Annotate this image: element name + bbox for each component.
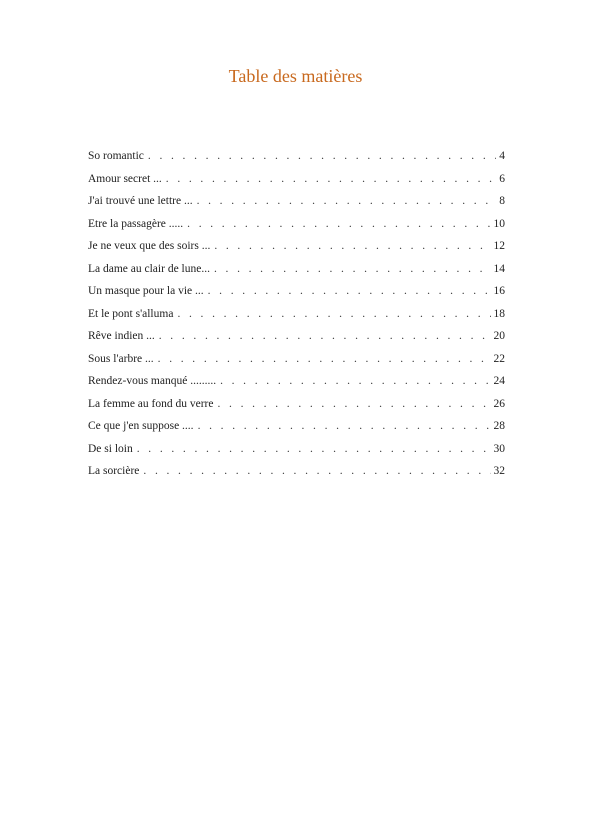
- toc-dot-leader: [137, 441, 491, 458]
- toc-dot-leader: [208, 283, 491, 300]
- toc-page-number: 12: [493, 240, 505, 252]
- toc-list: [88, 148, 505, 486]
- toc-entry: [88, 216, 505, 239]
- toc-entry: [88, 306, 505, 329]
- toc-entry: [88, 351, 505, 374]
- toc-entry-label: Etre la passagère .....: [88, 217, 184, 230]
- toc-entry: [88, 171, 505, 194]
- toc-page-number: 30: [493, 442, 505, 455]
- toc-dot-leader: [198, 418, 491, 435]
- toc-page-number: 16: [493, 285, 505, 297]
- toc-entry-label: Je ne veux que des soirs ...: [88, 240, 211, 252]
- toc-entry: [88, 463, 505, 486]
- toc-page-number: 6: [499, 172, 505, 185]
- toc-page-number: 22: [493, 352, 505, 365]
- toc-dot-leader: [214, 261, 491, 278]
- toc-dot-leader: [187, 216, 490, 233]
- toc-entry-label: Rêve indien ...: [88, 330, 155, 342]
- toc-entry-label: Un masque pour la vie ...: [88, 285, 204, 297]
- toc-entry: [88, 238, 505, 261]
- toc-entry-label: Et le pont s'alluma: [88, 307, 174, 320]
- toc-entry: [88, 328, 505, 351]
- toc-page-number: 8: [499, 195, 505, 207]
- toc-dot-leader: [214, 238, 490, 255]
- toc-entry-label: So romantic: [88, 150, 144, 162]
- toc-entry-label: De si loin: [88, 442, 133, 455]
- toc-page-number: 26: [493, 397, 505, 410]
- toc-entry: [88, 373, 505, 396]
- toc-entry-label: Amour secret ...: [88, 172, 162, 185]
- toc-page-number: 10: [493, 217, 505, 230]
- toc-entry: [88, 441, 505, 464]
- toc-page-number: 4: [499, 150, 505, 162]
- toc-entry: [88, 261, 505, 284]
- toc-dot-leader: [143, 463, 490, 480]
- toc-page-number: 14: [493, 262, 505, 275]
- toc-entry: [88, 193, 505, 216]
- toc-dot-leader: [158, 351, 491, 368]
- toc-page-number: 18: [493, 307, 505, 320]
- toc-page-number: 24: [493, 375, 505, 387]
- toc-entry-label: Sous l'arbre ...: [88, 352, 154, 365]
- toc-dot-leader: [148, 148, 496, 165]
- toc-entry-label: La femme au fond du verre: [88, 397, 214, 410]
- toc-dot-leader: [159, 328, 491, 345]
- toc-page-number: 28: [493, 420, 505, 432]
- toc-entry: [88, 283, 505, 306]
- toc-page-number: 32: [493, 465, 505, 477]
- toc-title: Table des matières: [228, 66, 363, 86]
- toc-entry: [88, 148, 505, 171]
- toc-entry-label: La sorcière: [88, 465, 140, 477]
- toc-entry-label: La dame au clair de lune...: [88, 262, 210, 275]
- toc-dot-leader: [217, 396, 490, 413]
- toc-dot-leader: [197, 193, 497, 210]
- toc-entry: [88, 396, 505, 419]
- toc-entry-label: Rendez-vous manqué .........: [88, 375, 217, 387]
- toc-dot-leader: [177, 306, 490, 323]
- toc-entry-label: Ce que j'en suppose ....: [88, 420, 194, 432]
- toc-entry: [88, 418, 505, 441]
- toc-entry-label: J'ai trouvé une lettre ...: [88, 195, 193, 207]
- toc-dot-leader: [220, 373, 490, 390]
- toc-dot-leader: [166, 171, 496, 188]
- toc-page-number: 20: [493, 330, 505, 342]
